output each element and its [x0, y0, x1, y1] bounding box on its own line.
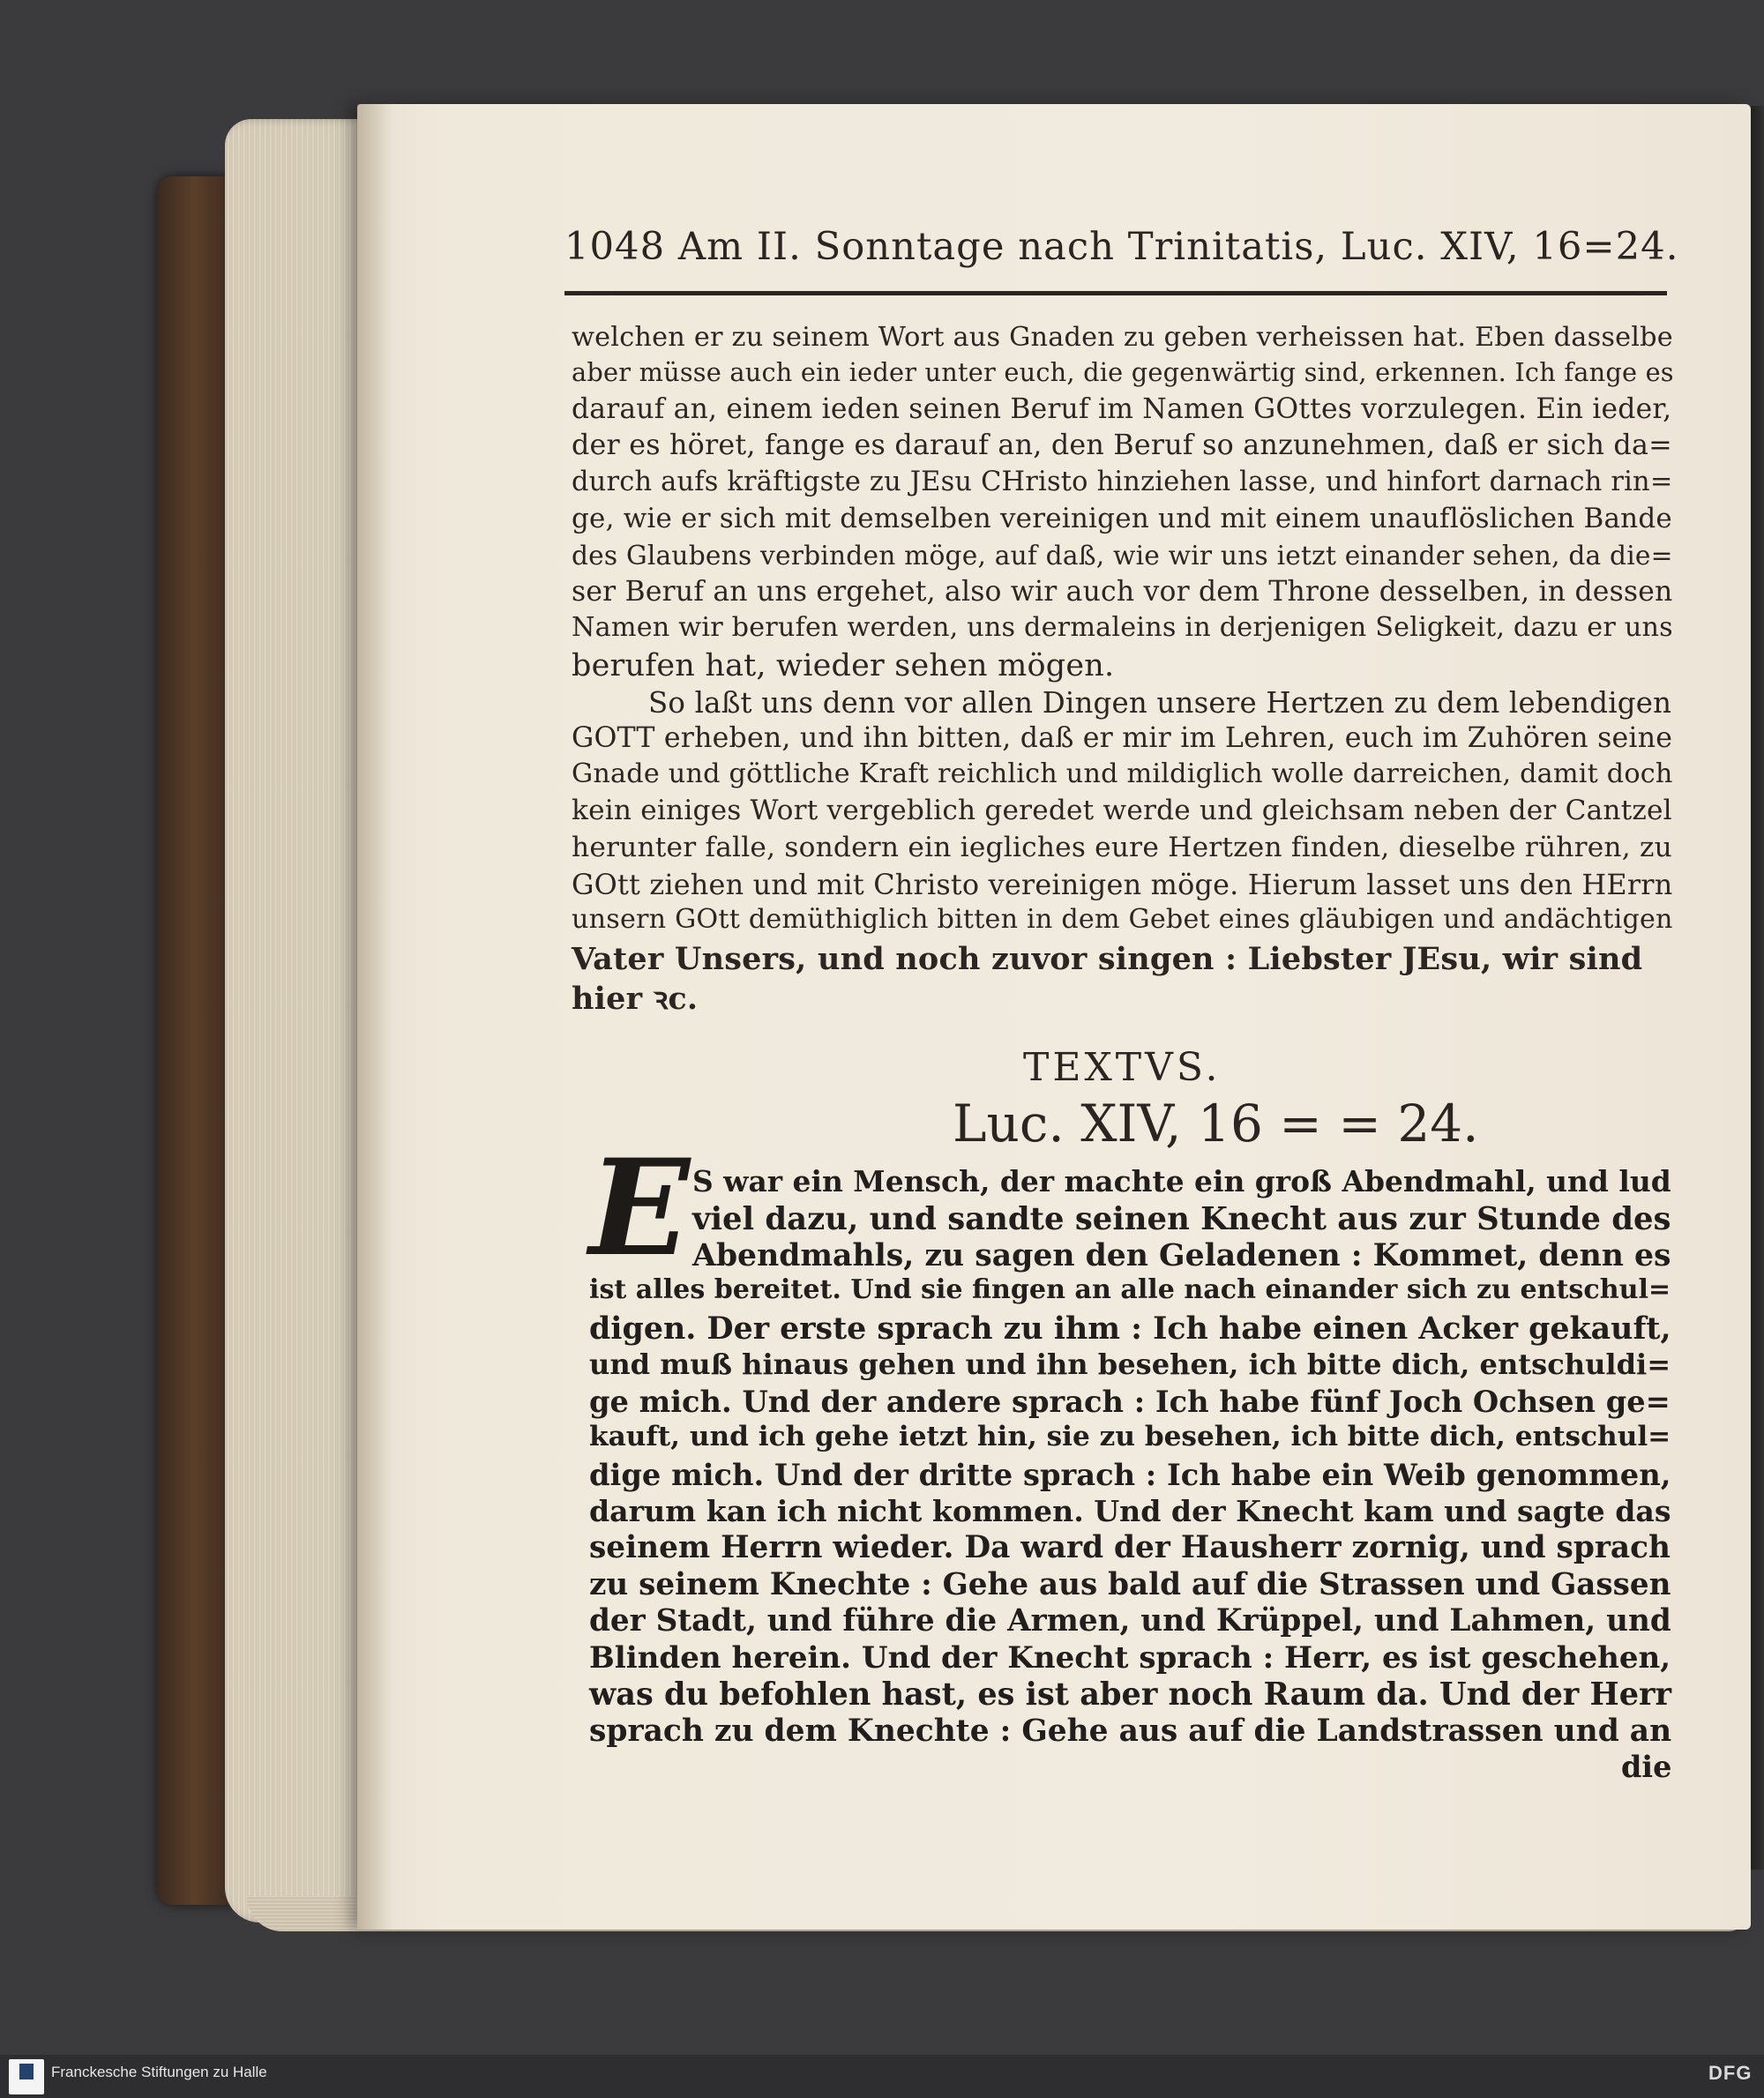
textus-heading: TEXTVS.: [1023, 1045, 1222, 1090]
header-rule: [564, 291, 1667, 295]
sermon-line: GOTT erheben, und ihn bitten, daß er mir im Lehren, euch im Zuhören seine: [572, 722, 1673, 754]
catchword: die: [1621, 1750, 1672, 1784]
scripture-line: sprach zu dem Knechte : Gehe aus auf die Landstrassen und an: [589, 1713, 1672, 1749]
scripture-line: Blinden herein. Und der Knecht sprach : Herr, es ist geschehen,: [589, 1639, 1671, 1676]
sermon-line: ge, wie er sich mit demselben vereinigen und mit einem unauflöslichen Bande: [572, 503, 1672, 534]
sermon-line: kein einiges Wort vergeblich geredet werde und gleichsam neben der Cantzel: [572, 795, 1672, 826]
scripture-line: darum kan ich nicht kommen. Und der Knecht kam und sagte das: [589, 1493, 1671, 1528]
scripture-line: Abendmahls, zu sagen den Geladenen : Kommet, denn es: [692, 1237, 1671, 1273]
institution-logo-icon: [19, 2064, 34, 2079]
sermon-line: Gnade und göttliche Kraft reichlich und mildiglich wolle darreichen, damit doch: [572, 758, 1673, 789]
sermon-line: unsern GOtt demüthiglich bitten in dem Gebet eines gläubigen und andächtigen: [572, 904, 1673, 935]
scripture-line: ist alles bereitet. Und sie fingen an alle nach einander sich zu entschul=: [589, 1273, 1671, 1305]
sermon-line: darauf an, einem ieden seinen Beruf im Namen GOttes vorzulegen. Ein ieder,: [572, 393, 1672, 425]
scripture-reference: Luc. XIV, 16 = = 24.: [953, 1094, 1479, 1154]
scripture-line: was du befohlen hast, es ist aber noch Raum da. Und der Herr: [589, 1676, 1672, 1713]
scripture-line: seinem Herrn wieder. Da ward der Hausherr zornig, und sprach: [589, 1530, 1671, 1565]
sermon-line: berufen hat, wieder sehen mögen.: [572, 648, 1115, 683]
sermon-line: herunter falle, sondern ein iegliches eure Hertzen finden, dieselbe rühren, zu: [572, 832, 1672, 863]
page-gutter-shadow: [357, 104, 392, 1930]
sermon-line: Vater Unsers, und noch zuvor singen : Liebster JEsu, wir sind: [572, 941, 1643, 977]
sermon-line: welchen er zu seinem Wort aus Gnaden zu geben verheissen hat. Eben dasselbe: [572, 322, 1673, 353]
institution-name[interactable]: Franckesche Stiftungen zu Halle: [51, 2064, 267, 2080]
sermon-line: GOtt ziehen und mit Christo vereinigen möge. Hierum lasset uns den HErrn: [572, 868, 1673, 901]
scripture-line: und muß hinaus gehen und ihn besehen, ich bitte dich, entschuldi=: [589, 1347, 1671, 1381]
running-head: 1048 Am II. Sonntage nach Trinitatis, Luc. XIV, 16=24.: [564, 225, 1679, 269]
sermon-line: aber müsse auch ein ieder unter euch, die gegenwärtig sind, erkennen. Ich fange es: [572, 357, 1674, 387]
scripture-line: ge mich. Und der andere sprach : Ich habe fünf Joch Ochsen ge=: [589, 1384, 1671, 1419]
sermon-line: des Glaubens verbinden möge, auf daß, wie wir uns ietzt einander sehen, da die=: [572, 540, 1673, 571]
scripture-line: zu seinem Knechte : Gehe aus bald auf die Strassen und Gassen: [589, 1566, 1671, 1602]
sermon-line: der es höret, fange es darauf an, den Beruf so anzunehmen, daß er sich da=: [572, 429, 1672, 461]
scripture-line: viel dazu, und sandte seinen Knecht aus zur Stunde des: [692, 1200, 1671, 1237]
sermon-line: hier ꝛc.: [572, 981, 699, 1017]
scanner-edge: [1751, 106, 1764, 1870]
sermon-line: So laßt uns denn vor allen Dingen unsere Hertzen zu dem lebendigen: [648, 686, 1672, 720]
scripture-line: kauft, und ich gehe ietzt hin, sie zu besehen, ich bitte dich, entschul=: [589, 1420, 1671, 1452]
scripture-line: S war ein Mensch, der machte ein groß Abendmahl, und lud: [692, 1164, 1671, 1198]
sermon-line: durch aufs kräftigste zu JEsu CHristo hinziehen lasse, und hinfort darnach rin=: [572, 467, 1673, 497]
scripture-line: der Stadt, und führe die Armen, und Krüppel, und Lahmen, und: [589, 1603, 1671, 1639]
dfg-logo[interactable]: DFG: [1708, 2062, 1753, 2084]
sermon-line: ser Beruf an uns ergehet, also wir auch vor dem Throne desselben, in dessen: [572, 576, 1673, 608]
scripture-line: dige mich. Und der dritte sprach : Ich habe ein Weib genommen,: [589, 1457, 1671, 1492]
page-edges: [225, 119, 366, 1923]
drop-cap-initial: E: [588, 1131, 691, 1286]
scripture-line: digen. Der erste sprach zu ihm : Ich habe einen Acker gekauft,: [589, 1310, 1671, 1347]
sermon-line: Namen wir berufen werden, uns dermaleins in derjenigen Seligkeit, dazu er uns: [572, 612, 1673, 643]
